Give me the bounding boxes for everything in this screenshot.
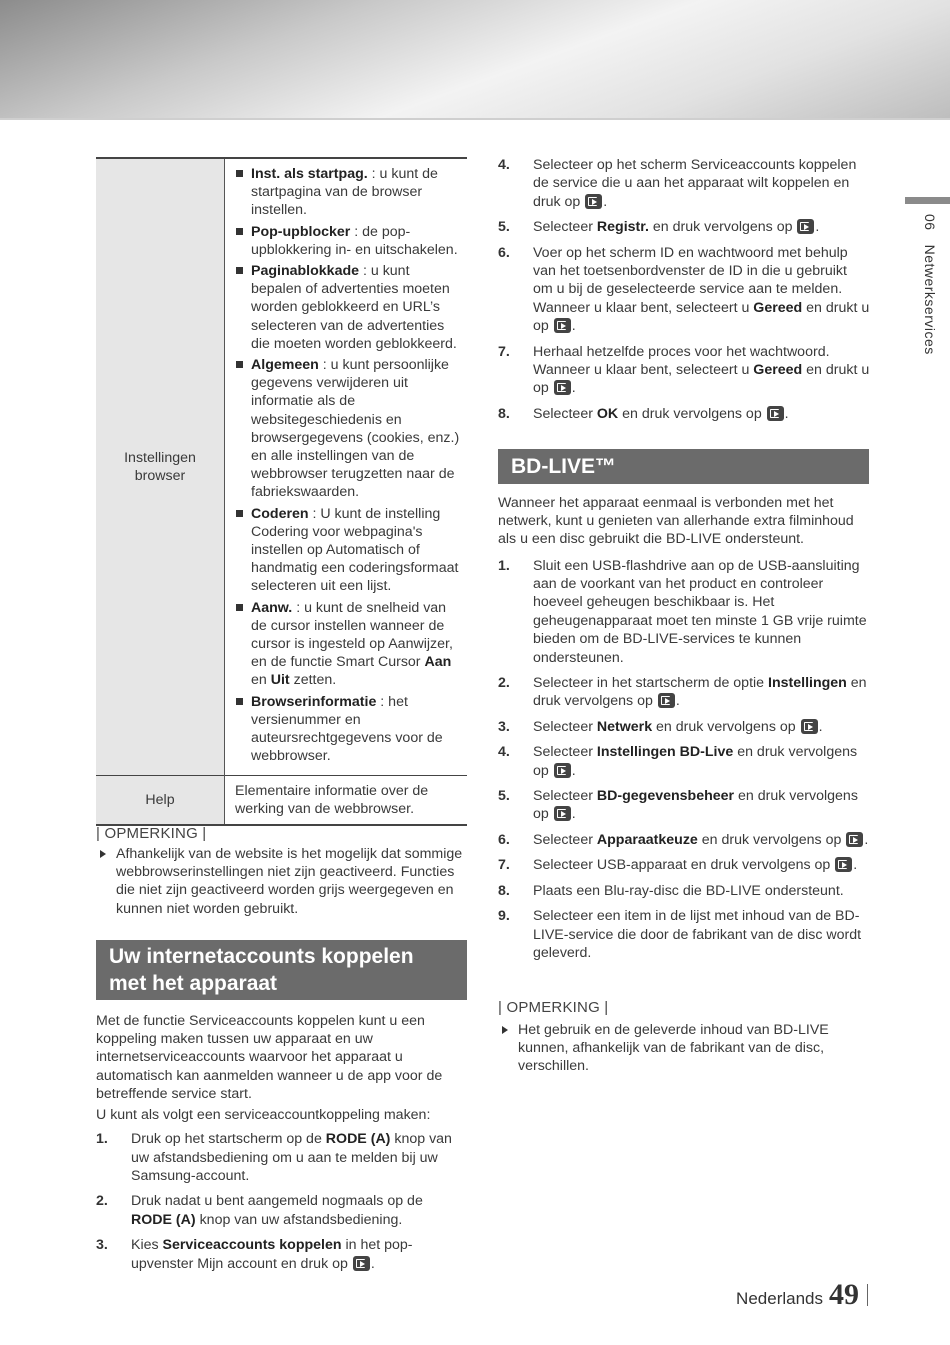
enter-key-icon	[554, 380, 571, 395]
table-desc-browser-settings	[225, 158, 468, 775]
enter-key-icon	[554, 806, 571, 821]
step-item: 2. Selecteer in het startscherm de optie Instellingen en druk vervolgens op .	[498, 675, 867, 710]
chapter-tab	[905, 197, 950, 204]
enter-key-icon	[797, 219, 814, 234]
footer-divider	[867, 1284, 868, 1306]
step-item: 6. Selecteer Apparaatkeuze en druk vervolgens op .	[498, 831, 869, 848]
list-item: Algemeen : u kunt persoonlijke gegevens verwijderen uit informatie als de websitegeschiedenis en browsergegevens (cookies, enz.) en alle instellingen van de webbrowser terugzetten naar de fabriekswaarden.	[235, 356, 463, 502]
note-block-2	[498, 999, 870, 1076]
step-item: 7. Herhaal hetzelfde proces voor het wachtwoord. Wanneer u klaar bent, selecteert u Gereed en drukt u op .	[498, 343, 870, 397]
step-item: 3. Selecteer Netwerk en druk vervolgens op .	[498, 718, 823, 735]
section-title-line1: Uw internetaccounts koppelen	[109, 945, 414, 968]
step-item: 8. Selecteer OK en druk vervolgens op .	[498, 405, 789, 422]
section-title-line2: met het apparaat	[109, 972, 278, 995]
list-item: Pop-upblocker : de pop-upblokkering in- en uitschakelen.	[235, 223, 463, 259]
note-title: | OPMERKING |	[498, 999, 609, 1016]
step-item: 4. Selecteer Instellingen BD-Live en druk vervolgens op .	[498, 744, 858, 779]
step-item: 1. Sluit een USB-flashdrive aan op de USB-aansluiting aan de voorkant van het product en controleer hoeveel geheugen beschikbaar is. Het geheugenapparaat moet ten minste 1 GB vrije ruimte bieden om de BD-LIVE-services te kunnen ondersteunen.	[498, 557, 867, 666]
list-item: Paginablokkade : u kunt bepalen of advertenties moeten worden geblokkeerd en URL’s selecteren van de advertenties die moeten worden geblokkeerd.	[235, 262, 463, 353]
table-desc-help: Elementaire informatie over de werking van de webbrowser.	[225, 775, 468, 825]
list-item: Inst. als startpag. : u kunt de startpagina van de browser instellen.	[235, 165, 463, 220]
accounts-steps-4-8	[498, 156, 870, 423]
section-header-accounts	[96, 940, 467, 1000]
table-label-help: Help	[96, 775, 225, 825]
note-item: Afhankelijk van de website is het mogelijk dat sommige webbrowserinstellingen niet zijn geactiveerd. Functies die niet zijn geactiveerd worden grijs weergegeven en kunnen niet worden gebruikt.	[96, 845, 470, 918]
chapter-side-label	[922, 214, 938, 355]
step-item: 1. Druk op het startscherm op de RODE (A) knop van uw afstandsbediening om u aan te melden bij uw Samsung-account.	[96, 1131, 452, 1185]
note-item: Het gebruik en de geleverde inhoud van BD-LIVE kunnen, afhankelijk van de fabrikant van de disc, verschillen.	[498, 1021, 870, 1076]
enter-key-icon	[801, 719, 818, 734]
browser-settings-table	[96, 157, 467, 826]
accounts-section	[96, 1012, 464, 1280]
bdlive-section	[498, 494, 870, 969]
list-item: Browserinformatie : het versienummer en auteursrechtgegevens voor de webbrowser.	[235, 693, 463, 766]
section-header-bdlive	[498, 449, 869, 484]
enter-key-icon	[554, 318, 571, 333]
enter-key-icon	[846, 832, 863, 847]
page-footer	[736, 1278, 868, 1312]
step-item: 4. Selecteer op het scherm Serviceaccounts koppelen de service die u aan het apparaat wilt koppelen en druk op .	[498, 157, 857, 210]
page-number: 49	[829, 1278, 859, 1311]
enter-key-icon	[835, 857, 852, 872]
enter-key-icon	[353, 1256, 370, 1271]
list-item: Aanw. : u kunt de snelheid van de cursor instellen wanneer de cursor is ingesteld op Aanwijzer, en de functie Smart Cursor Aan en Uit zetten.	[235, 599, 463, 690]
section-intro: Met de functie Serviceaccounts koppelen kunt u een koppeling maken tussen uw apparaat en uw internetserviceaccounts waarvoor het apparaat u automatisch kan aanmelden wanneer u de app voor de betreffende service start.	[96, 1013, 443, 1102]
step-item: 8. Plaats een Blu-ray-disc die BD-LIVE ondersteunt.	[498, 882, 844, 899]
section-intro-2: U kunt als volgt een serviceaccountkoppeling maken:	[96, 1107, 431, 1124]
enter-key-icon	[767, 406, 784, 421]
list-item: Coderen : U kunt de instelling Codering voor webpagina's instellen op Automatisch of handmatig een coderingsformaat selecteren uit een lijst.	[235, 505, 463, 596]
step-item: 7. Selecteer USB-apparaat en druk vervolgens op .	[498, 857, 858, 874]
enter-key-icon	[554, 763, 571, 778]
enter-key-icon	[658, 693, 675, 708]
note-block-1	[96, 825, 470, 918]
step-item: 5. Selecteer Registr. en druk vervolgens op .	[498, 219, 820, 236]
chapter-title: Netwerkservices	[922, 244, 938, 355]
footer-language: Nederlands	[736, 1289, 823, 1308]
step-item: 3. Kies Serviceaccounts koppelen in het pop-upvenster Mijn account en druk op .	[96, 1237, 413, 1272]
settings-list	[235, 165, 463, 766]
accounts-steps-continued	[498, 156, 870, 430]
enter-key-icon	[585, 194, 602, 209]
note-title: | OPMERKING |	[96, 825, 207, 842]
step-item: 9. Selecteer een item in de lijst met inhoud van de BD-LIVE-service die door de fabrikant van de disc wordt geleverd.	[498, 908, 862, 961]
step-item: 6. Voer op het scherm ID en wachtwoord met behulp van het toetsenbordvenster de ID in die u gebruikt om u bij de geselecteerde service aan te melden. Wanneer u klaar bent, selecteert u Gereed en drukt u op .	[498, 244, 870, 335]
table-label-browser-settings: Instellingen browser	[96, 158, 225, 775]
bdlive-steps	[498, 557, 870, 963]
accounts-steps-1-3	[96, 1130, 464, 1273]
section-title-bdlive: BD-LIVE™	[498, 449, 869, 484]
bdlive-intro: Wanneer het apparaat eenmaal is verbonden met het netwerk, kunt u genieten van allerhande extra filminhoud als u een disc gebruikt die BD-LIVE ondersteunt.	[498, 495, 854, 548]
step-item: 5. Selecteer BD-gegevensbeheer en druk vervolgens op .	[498, 788, 858, 823]
header-banner	[0, 0, 950, 120]
step-item: 2. Druk nadat u bent aangemeld nogmaals op de RODE (A) knop van uw afstandsbediening.	[96, 1193, 423, 1228]
chapter-number: 06	[922, 214, 938, 231]
